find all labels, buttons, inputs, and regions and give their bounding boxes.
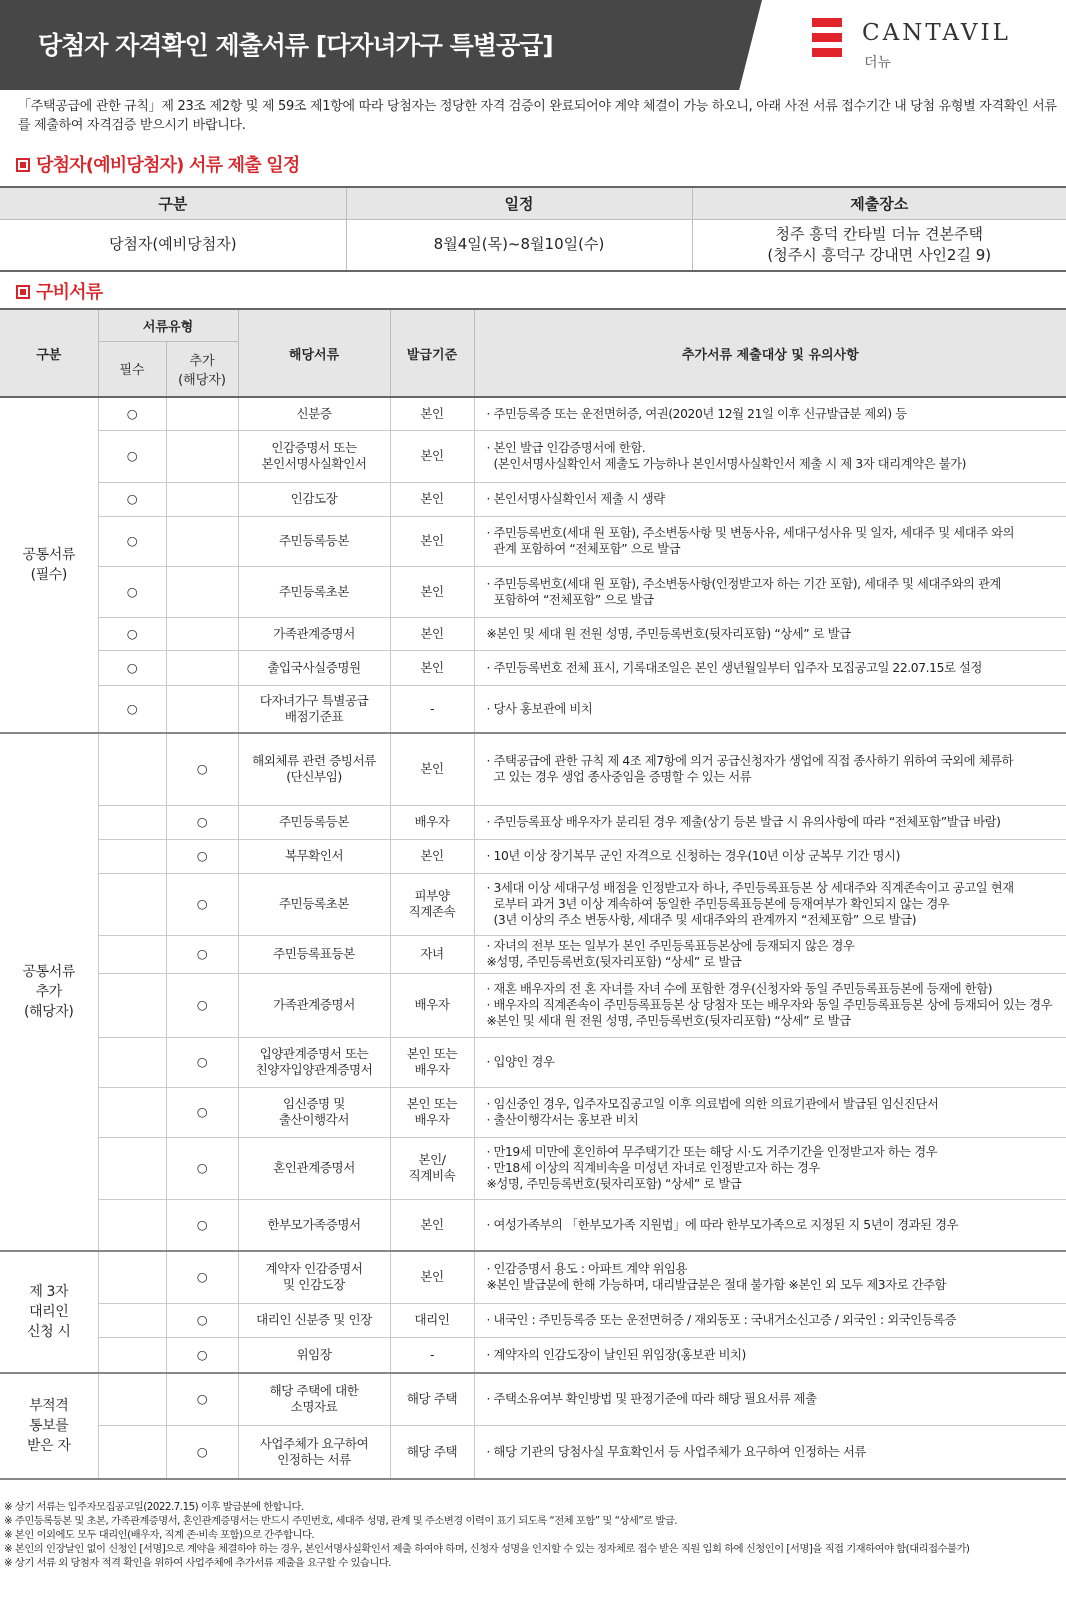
document-name: 주민등록등본: [238, 805, 390, 839]
required-mark: [98, 839, 166, 873]
extra-mark: ○: [166, 1137, 238, 1199]
document-notes: · 주민등록번호 전체 표시, 기록대조일은 본인 생년월일부터 입주자 모집공고일 22.07.15로 설정: [474, 650, 1066, 685]
document-notes: · 주택공급에 관한 규칙 제 4조 제7항에 의거 공급신청자가 생업에 직접 종사하기 위하여 국외에 체류하 고 있는 경우 생업 종사중임을 증명할 수 있는 서류: [474, 733, 1066, 805]
document-notes: ※본인 및 세대 원 전원 성명, 주민등록번호(뒷자리포함) “상세” 로 발급: [474, 617, 1066, 650]
issuer: 해당 주택: [390, 1373, 474, 1425]
logo-wordmark: CANTAVIL: [862, 20, 1011, 46]
table-row: [0, 1251, 1066, 1303]
brand-logo: [812, 16, 1032, 76]
footnote-line: ※ 상기 서류 외 당첨자 적격 확인을 위하여 사업주체에 추가서류 제출을 요구할 수 있습니다.: [4, 1557, 392, 1569]
table-row: [0, 839, 1066, 873]
required-mark: [98, 935, 166, 973]
issuer: 본인: [390, 566, 474, 617]
extra-mark: ○: [166, 839, 238, 873]
document-notes: · 당사 홍보관에 비치: [474, 685, 1066, 733]
required-mark: ○: [98, 650, 166, 685]
extra-mark: [166, 650, 238, 685]
table-row: [0, 1337, 1066, 1373]
schedule-place: 청주 흥덕 칸타빌 더뉴 견본주택 (청주시 흥덕구 강내면 사인2길 9): [692, 219, 1066, 271]
table-row: [0, 397, 1066, 430]
required-mark: [98, 1303, 166, 1337]
document-notes: · 주민등록번호(세대 원 포함), 주소변동사항(인정받고자 하는 기간 포함), 세대주 및 세대주와의 관계 포함하여 “전체포함” 으로 발급: [474, 566, 1066, 617]
extra-mark: [166, 482, 238, 516]
issuer: 본인: [390, 397, 474, 430]
header-category: 구분: [0, 309, 98, 397]
footnote-line: ※ 본인 이외에도 모두 대리인(배우자, 직계 존·비속 포함)으로 간주합니다.: [4, 1529, 315, 1541]
document-name: 주민등록초본: [238, 566, 390, 617]
document-notes: · 계약자의 인감도장이 날인된 위임장(홍보관 비치): [474, 1337, 1066, 1373]
table-row: [0, 1087, 1066, 1137]
issuer: 본인: [390, 482, 474, 516]
extra-mark: [166, 685, 238, 733]
required-mark: [98, 873, 166, 935]
document-name: 사업주체가 요구하여 인정하는 서류: [238, 1425, 390, 1479]
document-name: 한부모가족증명서: [238, 1199, 390, 1251]
logo-subtitle: 더뉴: [864, 55, 892, 71]
footnotes: [4, 1500, 1064, 1570]
issuer: -: [390, 685, 474, 733]
document-notes: · 3세대 이상 세대구성 배점을 인정받고자 하나, 주민등록표등본 상 세대주와 직계존속이고 공고일 현재 로부터 과거 3년 이상 계속하여 동일한 주민등록표등본에 등재여부가 확인되지 않는 경우 (3년 이상의 주소 변동사항, 세대주 및 세대주와의 관계까지 “전체포함” 으로 발급): [474, 873, 1066, 935]
issuer: 자녀: [390, 935, 474, 973]
table-row: [0, 1199, 1066, 1251]
required-mark: [98, 973, 166, 1037]
issuer: -: [390, 1337, 474, 1373]
extra-mark: ○: [166, 873, 238, 935]
extra-mark: ○: [166, 805, 238, 839]
extra-mark: ○: [166, 733, 238, 805]
document-notes: · 해당 기관의 당첨사실 무효확인서 등 사업주체가 요구하여 인정하는 서류: [474, 1425, 1066, 1479]
table-row: [0, 1303, 1066, 1337]
document-notes: · 주민등록번호(세대 원 포함), 주소변동사항 및 변동사유, 세대구성사유 및 일자, 세대주 및 세대주 와의 관계 포함하여 “전체포함” 으로 발급: [474, 516, 1066, 566]
table-row: [0, 1137, 1066, 1199]
required-mark: [98, 1037, 166, 1087]
document-notes: · 임신중인 경우, 입주자모집공고일 이후 의료법에 의한 의료기관에서 발급된 임신진단서 · 출산이행각서는 홍보관 비치: [474, 1087, 1066, 1137]
issuer: 배우자: [390, 805, 474, 839]
document-name: 대리인 신분증 및 인장: [238, 1303, 390, 1337]
documents-table: [0, 308, 1066, 1480]
table-row: [0, 566, 1066, 617]
table-row: [0, 430, 1066, 482]
table-row: [0, 805, 1066, 839]
document-notes: · 10년 이상 장기복무 군인 자격으로 신청하는 경우(10년 이상 군복무 기간 명시): [474, 839, 1066, 873]
required-mark: ○: [98, 617, 166, 650]
extra-mark: [166, 617, 238, 650]
issuer: 해당 주택: [390, 1425, 474, 1479]
logo-mark-icon: [812, 18, 842, 58]
document-notes: · 인감증명서 용도 : 아파트 계약 위임용 ※본인 발급분에 한해 가능하며, 대리발급분은 절대 불가함 ※본인 외 모두 제3자로 간주함: [474, 1251, 1066, 1303]
schedule-header-date: 일정: [346, 187, 692, 219]
schedule-type: 당첨자(예비당첨자): [0, 219, 346, 271]
extra-mark: ○: [166, 1251, 238, 1303]
issuer: 본인: [390, 430, 474, 482]
footnote-line: ※ 본인의 인장날인 없이 신청인 [서명]으로 계약을 체결하야 하는 경우, 본인서명사실확인서 제출 하여야 하며, 신청자 성명을 인지할 수 있는 정자체로 접수 받은 직원 입회 하에 신청인이 [서명]을 직접 기재하여야 함(대리접수불가): [4, 1543, 970, 1555]
required-mark: [98, 1425, 166, 1479]
document-name: 가족관계증명서: [238, 973, 390, 1037]
table-row: [0, 1373, 1066, 1425]
issuer: 본인: [390, 733, 474, 805]
issuer: 본인: [390, 1199, 474, 1251]
documents-section-title: 구비서류: [16, 278, 102, 304]
issuer: 본인/ 직계비속: [390, 1137, 474, 1199]
document-notes: · 주민등록표상 배우자가 분리된 경우 제출(상기 등본 발급 시 유의사항에 따라 “전체포함”발급 바람): [474, 805, 1066, 839]
extra-mark: ○: [166, 1037, 238, 1087]
required-mark: ○: [98, 516, 166, 566]
document-notes: · 입양인 경우: [474, 1037, 1066, 1087]
page-title: 당첨자 자격확인 제출서류 [다자녀가구 특별공급]: [38, 31, 553, 60]
document-name: 주민등록초본: [238, 873, 390, 935]
footnote-line: ※ 상기 서류는 입주자모집공고일(2022.7.15) 이후 발급분에 한합니다.: [4, 1501, 304, 1513]
issuer: 본인: [390, 650, 474, 685]
extra-mark: [166, 430, 238, 482]
issuer: 피부양 직계존속: [390, 873, 474, 935]
issuer: 본인 또는 배우자: [390, 1087, 474, 1137]
required-mark: ○: [98, 566, 166, 617]
document-notes: · 내국인 : 주민등록증 또는 운전면허증 / 재외동포 : 국내거소신고증 / 외국인 : 외국인등록증: [474, 1303, 1066, 1337]
table-row: [0, 617, 1066, 650]
required-mark: [98, 805, 166, 839]
table-row: [0, 482, 1066, 516]
issuer: 본인 또는 배우자: [390, 1037, 474, 1087]
table-row: [0, 650, 1066, 685]
required-mark: [98, 733, 166, 805]
extra-mark: [166, 516, 238, 566]
extra-mark: ○: [166, 1337, 238, 1373]
header-required: 필수: [98, 341, 166, 397]
intro-text: 「주택공급에 관한 규칙」제 23조 제2항 및 제 59조 제1항에 따라 당첨자는 정당한 자격 검증이 완료되어야 계약 체결이 가능 하오니, 아래 사전 서류 접수기간 내 당첨 유형별 자격확인 서류를 제출하여 자격검증 받으시기 바랍니다.: [18, 99, 1057, 133]
extra-mark: ○: [166, 1087, 238, 1137]
extra-mark: ○: [166, 1425, 238, 1479]
square-bullet-icon: [16, 158, 30, 172]
required-mark: ○: [98, 397, 166, 430]
extra-mark: ○: [166, 935, 238, 973]
required-mark: [98, 1199, 166, 1251]
extra-mark: ○: [166, 1303, 238, 1337]
row-category: 공통서류 (필수): [0, 397, 98, 733]
document-notes: · 자녀의 전부 또는 일부가 본인 주민등록표등본상에 등재되지 않은 경우 ※성명, 주민등록번호(뒷자리포함) “상세” 로 발급: [474, 935, 1066, 973]
document-name: 인감증명서 또는 본인서명사실확인서: [238, 430, 390, 482]
table-row: [0, 733, 1066, 805]
document-name: 다자녀가구 특별공급 배점기준표: [238, 685, 390, 733]
schedule-header-place: 제출장소: [692, 187, 1066, 219]
header-document: 해당서류: [238, 309, 390, 397]
page-header: [0, 0, 1066, 90]
required-mark: [98, 1137, 166, 1199]
schedule-table: [0, 186, 1066, 272]
row-category: 부적격 통보를 받은 자: [0, 1373, 98, 1479]
extra-mark: ○: [166, 1199, 238, 1251]
schedule-header-type: 구분: [0, 187, 346, 219]
document-name: 가족관계증명서: [238, 617, 390, 650]
extra-mark: [166, 397, 238, 430]
table-row: [0, 1037, 1066, 1087]
document-name: 주민등록표등본: [238, 935, 390, 973]
schedule-date: 8월4일(목)~8월10일(수): [346, 219, 692, 271]
header-doc-type: 서류유형: [98, 309, 238, 341]
document-name: 위임장: [238, 1337, 390, 1373]
document-name: 임신증명 및 출산이행각서: [238, 1087, 390, 1137]
header-issuer: 발급기준: [390, 309, 474, 397]
footnote-line: ※ 주민등록등본 및 초본, 가족관계증명서, 혼인관계증명서는 반드시 주민번호, 세대주 성명, 관계 및 주소변경 이력이 표기 되도록 “전체 포함” 및 “상세”로 발급.: [4, 1515, 678, 1527]
required-mark: [98, 1337, 166, 1373]
required-mark: ○: [98, 482, 166, 516]
header-notes: 추가서류 제출대상 및 유의사항: [474, 309, 1066, 397]
required-mark: [98, 1373, 166, 1425]
document-name: 신분증: [238, 397, 390, 430]
issuer: 대리인: [390, 1303, 474, 1337]
document-notes: · 본인서명사실확인서 제출 시 생략: [474, 482, 1066, 516]
issuer: 본인: [390, 1251, 474, 1303]
document-name: 출입국사실증명원: [238, 650, 390, 685]
document-notes: · 주택소유여부 확인방법 및 판정기준에 따라 해당 필요서류 제출: [474, 1373, 1066, 1425]
required-mark: ○: [98, 430, 166, 482]
document-notes: · 만19세 미만에 혼인하여 무주택기간 또는 해당 시·도 거주기간을 인정받고자 하는 경우 · 만18세 이상의 직계비속을 미성년 자녀로 인정받고자 하는 경우 ※성명, 주민등록번호(뒷자리포함) “상세” 로 발급: [474, 1137, 1066, 1199]
table-row: [0, 685, 1066, 733]
table-row: [0, 973, 1066, 1037]
document-name: 인감도장: [238, 482, 390, 516]
table-row: [0, 935, 1066, 973]
document-name: 복무확인서: [238, 839, 390, 873]
document-name: 주민등록등본: [238, 516, 390, 566]
document-name: 혼인관계증명서: [238, 1137, 390, 1199]
required-mark: [98, 1251, 166, 1303]
issuer: 배우자: [390, 973, 474, 1037]
issuer: 본인: [390, 516, 474, 566]
header-extra: 추가 (해당자): [166, 341, 238, 397]
extra-mark: ○: [166, 973, 238, 1037]
required-mark: [98, 1087, 166, 1137]
document-name: 계약자 인감증명서 및 인감도장: [238, 1251, 390, 1303]
document-name: 입양관계증명서 또는 친양자입양관계증명서: [238, 1037, 390, 1087]
table-row: [0, 873, 1066, 935]
document-name: 해외체류 관련 증빙서류 (단신부임): [238, 733, 390, 805]
issuer: 본인: [390, 617, 474, 650]
table-row: [0, 1425, 1066, 1479]
extra-mark: [166, 566, 238, 617]
square-bullet-icon: [16, 285, 30, 299]
row-category: 제 3자 대리인 신청 시: [0, 1251, 98, 1373]
schedule-section-title: 당첨자(예비당첨자) 서류 제출 일정: [16, 151, 299, 177]
document-notes: · 재혼 배우자의 전 혼 자녀를 자녀 수에 포함한 경우(신청자와 동일 주민등록표등본에 등재에 한함) · 배우자의 직계존속이 주민등록표등본 상 당첨자 또는 배우자와 동일 주민등록표등본 상에 등재되어 있는 경우 ※본인 및 세대 원 전원 성명, 주민등록번호(뒷자리포함) “상세” 로 발급: [474, 973, 1066, 1037]
table-row: [0, 516, 1066, 566]
row-category: 공통서류 추가 (해당자): [0, 733, 98, 1251]
document-notes: · 본인 발급 인감증명서에 한함. (본인서명사실확인서 제출도 가능하나 본인서명사실확인서 제출 시 제 3자 대리계약은 불가): [474, 430, 1066, 482]
document-name: 해당 주택에 대한 소명자료: [238, 1373, 390, 1425]
required-mark: ○: [98, 685, 166, 733]
document-notes: · 여성가족부의 「한부모가족 지원법」에 따라 한부모가족으로 지정된 지 5년이 경과된 경우: [474, 1199, 1066, 1251]
document-notes: · 주민등록증 또는 운전면허증, 여권(2020년 12월 21일 이후 신규발급분 제외) 등: [474, 397, 1066, 430]
issuer: 본인: [390, 839, 474, 873]
extra-mark: ○: [166, 1373, 238, 1425]
